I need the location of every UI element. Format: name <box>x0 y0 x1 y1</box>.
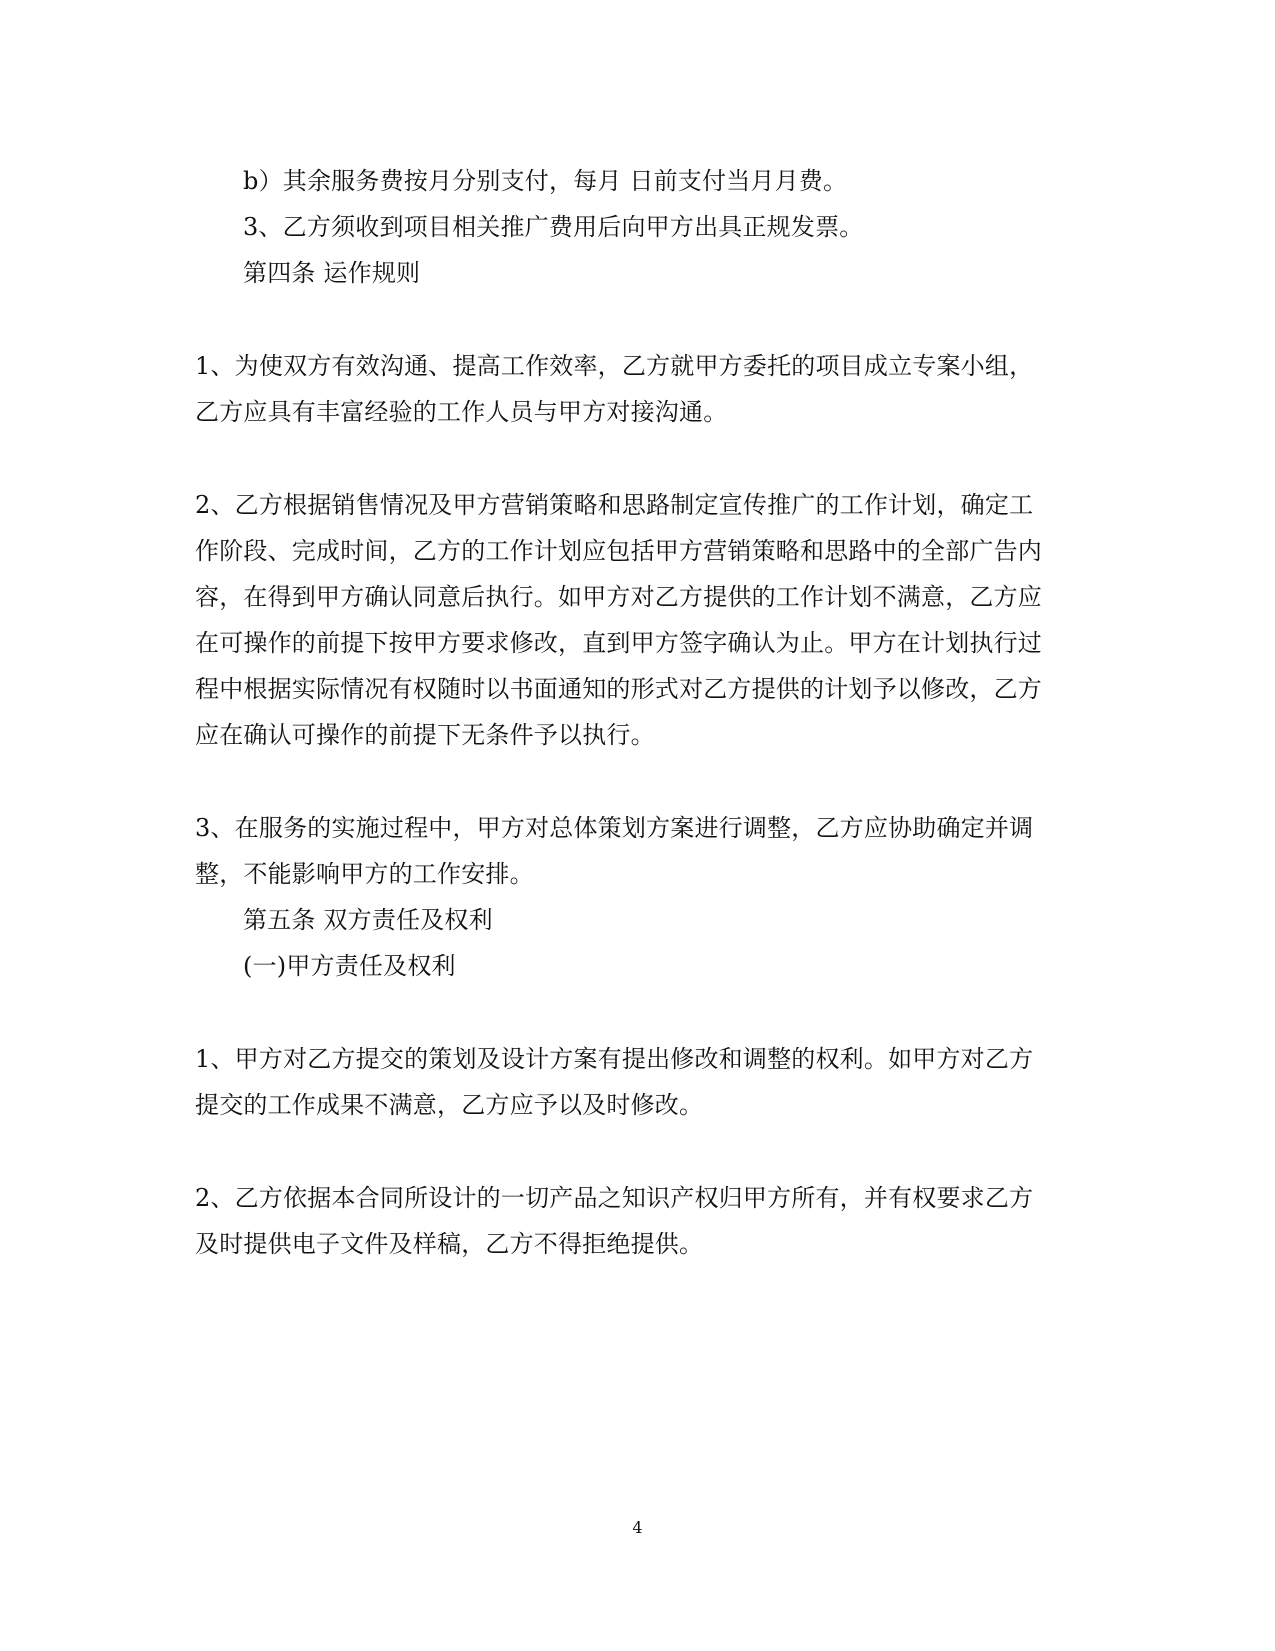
party-a-item-2-line-2: 及时提供电子文件及样稿，乙方不得拒绝提供。 <box>195 1230 704 1258</box>
article-four-item-3-line-2: 整，不能影响甲方的工作安排。 <box>195 860 534 888</box>
article-four-item-2-line-3: 容，在得到甲方确认同意后执行。如甲方对乙方提供的工作计划不满意，乙方应 <box>195 583 1042 611</box>
article-four-item-1-line-2: 乙方应具有丰富经验的工作人员与甲方对接沟通。 <box>195 398 728 426</box>
page-number: 4 <box>632 1518 643 1537</box>
article-four-item-2-line-2: 作阶段、完成时间，乙方的工作计划应包括甲方营销策略和思路中的全部广告内 <box>195 537 1042 565</box>
article-four-heading: 第四条 运作规则 <box>243 259 421 287</box>
article-four-item-2-line-6: 应在确认可操作的前提下无条件予以执行。 <box>195 721 655 749</box>
party-a-subheading: (一)甲方责任及权利 <box>243 952 456 980</box>
payment-clause-b: b）其余服务费按月分别支付，每月 日前支付当月月费。 <box>243 167 848 195</box>
invoice-clause: 3、乙方须收到项目相关推广费用后向甲方出具正规发票。 <box>243 213 864 241</box>
article-four-item-2-line-5: 程中根据实际情况有权随时以书面通知的形式对乙方提供的计划予以修改，乙方 <box>195 675 1042 703</box>
article-five-heading: 第五条 双方责任及权利 <box>243 906 493 934</box>
article-four-item-3-line-1: 3、在服务的实施过程中，甲方对总体策划方案进行调整，乙方应协助确定并调 <box>195 814 1034 842</box>
article-four-item-2-line-1: 2、乙方根据销售情况及甲方营销策略和思路制定宣传推广的工作计划，确定工 <box>195 491 1034 519</box>
article-four-item-2-line-4: 在可操作的前提下按甲方要求修改，直到甲方签字确认为止。甲方在计划执行过 <box>195 629 1042 657</box>
party-a-item-2-line-1: 2、乙方依据本合同所设计的一切产品之知识产权归甲方所有，并有权要求乙方 <box>195 1184 1034 1212</box>
article-four-item-1-line-1: 1、为使双方有效沟通、提高工作效率，乙方就甲方委托的项目成立专案小组， <box>195 352 1034 380</box>
party-a-item-1-line-2: 提交的工作成果不满意，乙方应予以及时修改。 <box>195 1091 704 1119</box>
party-a-item-1-line-1: 1、甲方对乙方提交的策划及设计方案有提出修改和调整的权利。如甲方对乙方 <box>195 1045 1034 1073</box>
